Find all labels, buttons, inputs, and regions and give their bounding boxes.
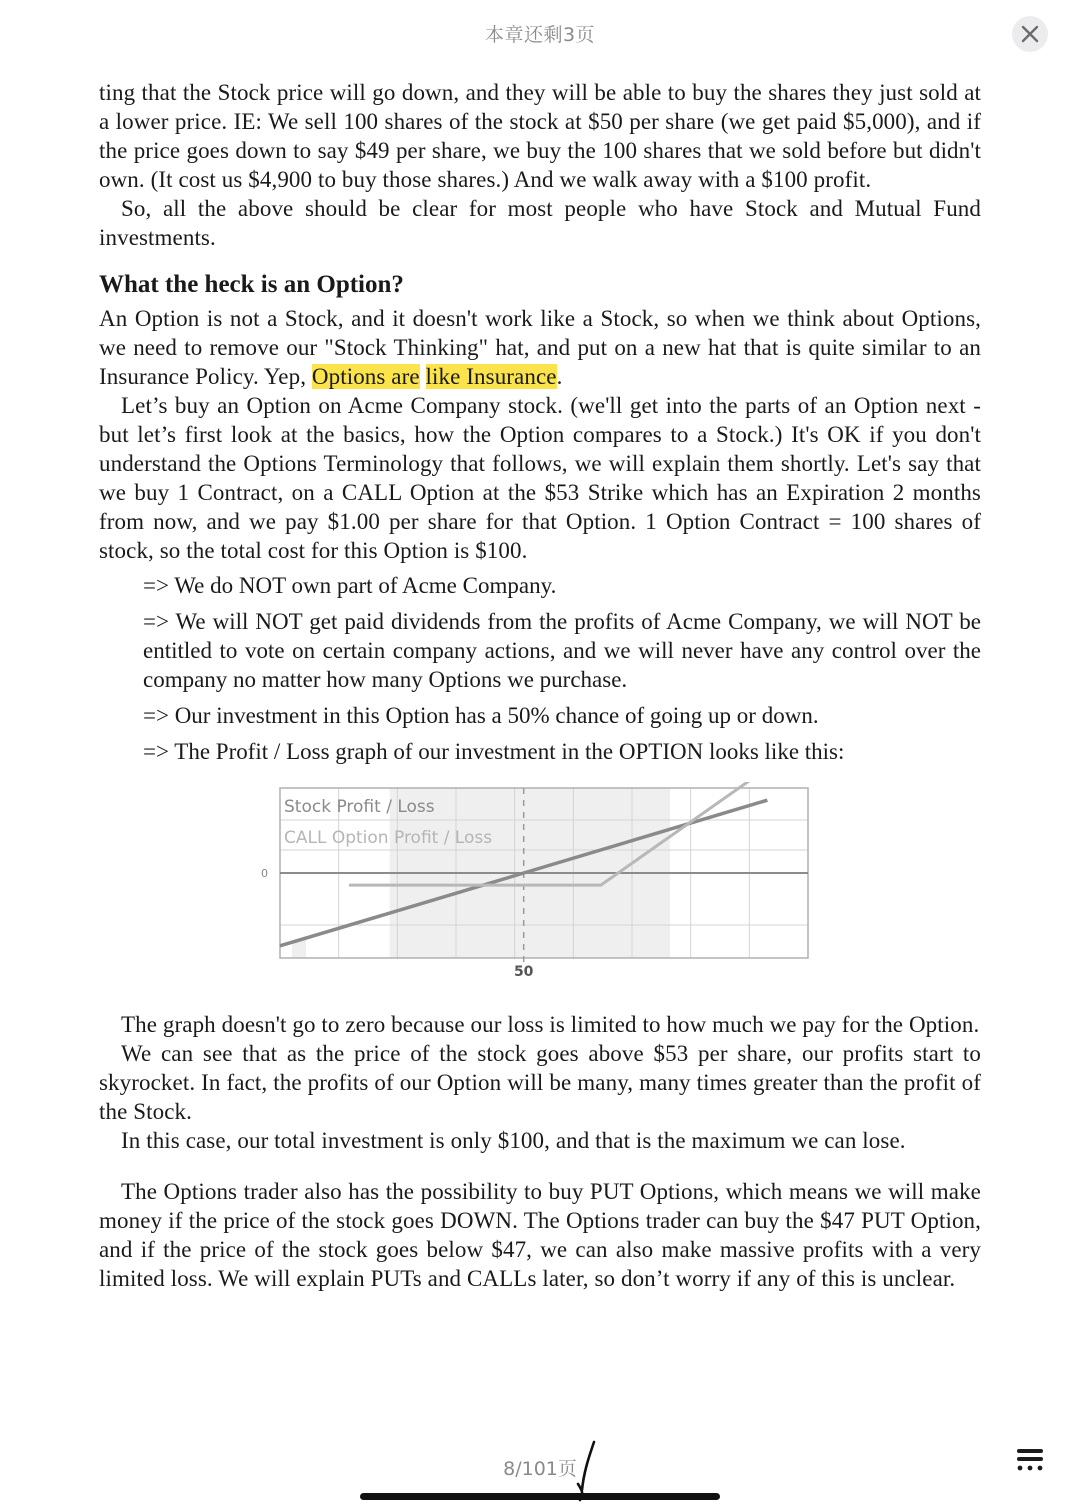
paragraph-6: We can see that as the price of the stock goes above $53 per share, our profits start to skyrocket. In fact, the profits of our Option will be many, many times greater than the profit of the Stock. [99, 1041, 981, 1124]
chart-x-tick-label: 50 [513, 964, 534, 980]
profit-loss-chart [99, 782, 981, 982]
paragraph-3-end: . [556, 364, 563, 389]
bullet-item: => We do NOT own part of Acme Company. [143, 573, 557, 598]
reading-menu-icon [1014, 1447, 1046, 1475]
paragraph-2: So, all the above should be clear for most people who have Stock and Mutual Fund investments. [99, 196, 981, 250]
bullet-item: => Our investment in this Option has a 50% chance of going up or down. [143, 703, 819, 728]
section-heading: What the heck is an Option? [99, 271, 404, 298]
close-icon [1021, 25, 1039, 43]
chart-legend-stock: Stock Profit / Loss [284, 797, 435, 817]
paragraph-3-text: An Option is not a Stock, and it doesn't work like a Stock, so when we think about Options, we need to remove our "Stock Thinking" hat, and put on a new hat that is quite similar to an Insurance Policy. Yep, [99, 306, 981, 389]
profit-loss-chart-svg [99, 782, 981, 982]
bullet-item: => The Profit / Loss graph of our investment in the OPTION looks like this: [143, 739, 845, 764]
paragraph-1: ting that the Stock price will go down, and they will be able to buy the shares they just sold at a lower price. IE: We sell 100 shares of the stock at $50 per share (we get paid $5,000), and if the price goes down to say $49 per share, we buy the 100 shares that we sold before but didn't own. (It cost us $4,900 to buy those shares.) And we walk away with a $100 profit. [99, 80, 981, 192]
chart-y-zero-label: 0 [261, 867, 268, 880]
chapter-remaining-label: 本章还剩3页 [484, 24, 596, 46]
paragraph-3 [99, 304, 981, 391]
page-indicator: 8/101页 [503, 1458, 577, 1480]
home-indicator[interactable] [360, 1493, 720, 1500]
highlight-options-are[interactable]: Options are [311, 364, 420, 389]
chart-legend-option: CALL Option Profit / Loss [284, 828, 493, 848]
highlight-gap [420, 364, 426, 389]
paragraph-7: In this case, our total investment is only $100, and that is the maximum we can lose. [121, 1128, 906, 1153]
highlight-like-insurance[interactable]: like Insurance [425, 364, 557, 389]
close-button[interactable] [1012, 16, 1048, 52]
paragraph-4: Let’s buy an Option on Acme Company stock. (we'll get into the parts of an Option next - but let’s first look at the basics, how the Option compares to a Stock.) It's OK if you don't understand the Options Terminology that follows, we will explain them shortly. Let's say that we buy 1 Contract, on a CALL Option at the $53 Strike which has an Expiration 2 months from now, and we pay $1.00 per share for that Option. 1 Option Contract = 100 shares of stock, so the total cost for this Option is $100. [99, 393, 981, 563]
paragraph-8: The Options trader also has the possibility to buy PUT Options, which means we will make money if the price of the stock goes DOWN. The Options trader can buy the $47 PUT Option, and if the price of the stock goes below $47, we can also make massive profits with a very limited loss. We will explain PUTs and CALLs later, so don’t worry if any of this is unclear. [99, 1179, 981, 1291]
paragraph-5: The graph doesn't go to zero because our loss is limited to how much we pay for the Option. [121, 1012, 980, 1037]
reading-menu-button[interactable] [1014, 1447, 1046, 1475]
book-page-content [99, 78, 981, 1293]
bullet-item: => We will NOT get paid dividends from the profits of Acme Company, we will NOT be entitled to vote on certain company actions, and we will never have any control over the company no matter how many Options we purchase. [143, 609, 981, 692]
